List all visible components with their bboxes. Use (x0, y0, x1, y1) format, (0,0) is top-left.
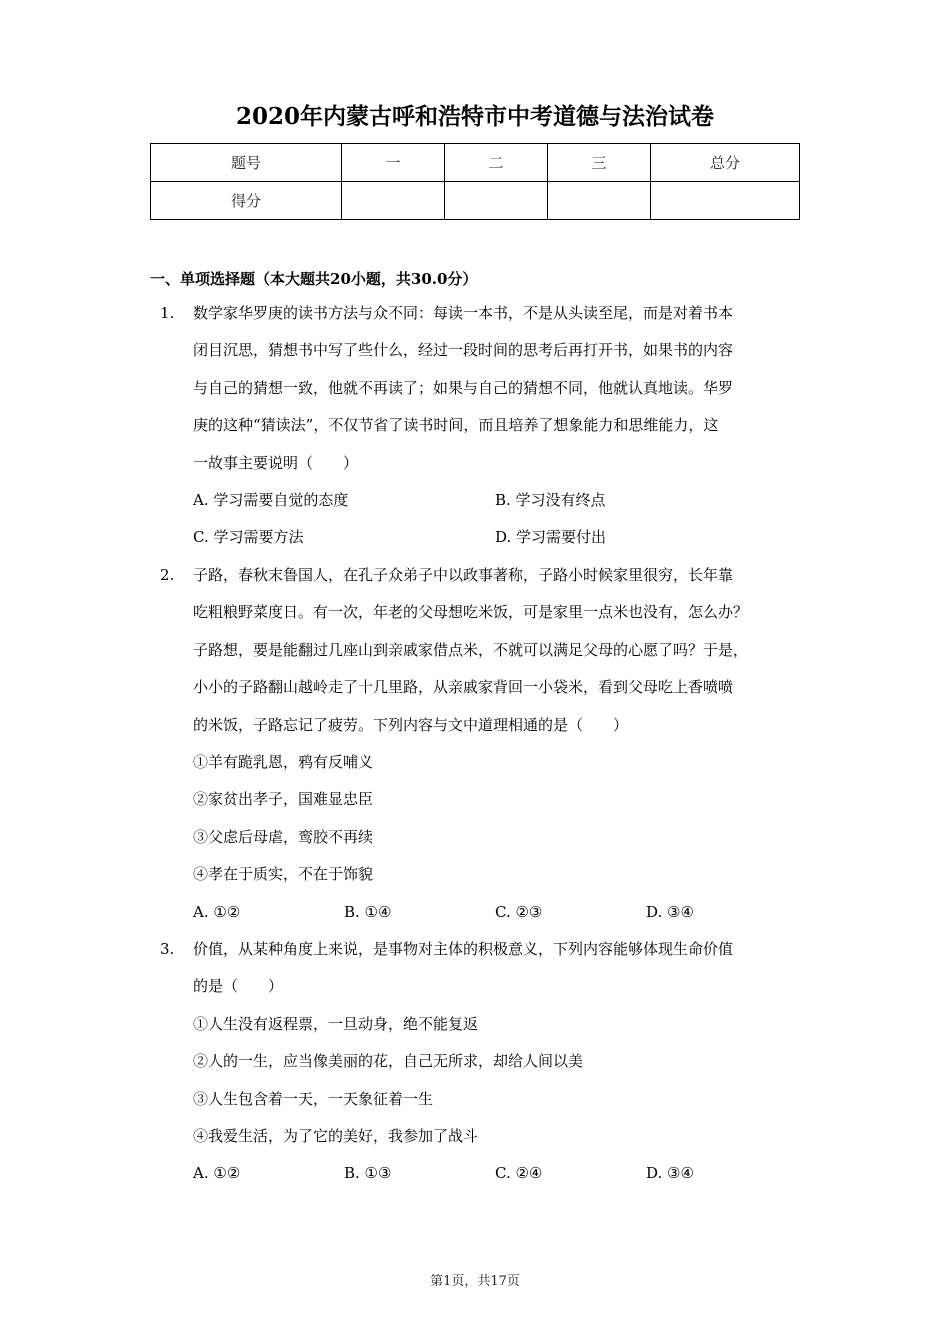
answer-options (193, 482, 800, 557)
statement-item: ①人生没有返程票，一旦动身，绝不能复返 (193, 1014, 479, 1033)
option-a[interactable]: A. 学习需要自觉的态度 (193, 491, 349, 510)
table-cell: 二 (445, 144, 548, 182)
statement-item: ③父虑后母虐，鸾胶不再续 (193, 827, 374, 846)
table-cell (342, 182, 445, 220)
question-number: 1. (160, 304, 175, 322)
table-cell: 得分 (151, 182, 342, 220)
page-footer: 第1页，共17页 (430, 1274, 520, 1289)
stem-line: 闭目沉思，猜想书中写了些什么，经过一段时间的思考后再打开书，如果书的内容 (193, 341, 734, 360)
option-c[interactable]: C. ②③ (495, 902, 543, 921)
answer-options (193, 1155, 800, 1192)
statement-item: ③人生包含着一天，一天象征着一生 (193, 1089, 434, 1108)
question-stem (193, 557, 800, 744)
option-d[interactable]: D. ③④ (646, 902, 694, 921)
option-a[interactable]: A. ①② (193, 902, 241, 921)
statement-item: ②家贫出孝子，国难显忠臣 (193, 790, 374, 809)
question-number: 2. (160, 566, 175, 584)
table-cell: 题号 (151, 144, 342, 182)
page-title: 2020年内蒙古呼和浩特市中考道德与法治试卷 (235, 103, 714, 130)
question-3 (150, 931, 800, 1193)
stem-line: 子路想，要是能翻过几座山到亲戚家借点米，不就可以满足父母的心愿了吗？于是， (193, 640, 749, 659)
stem-line: 数学家华罗庚的读书方法与众不同：每读一本书，不是从头读至尾，而是对着书本 (193, 304, 734, 322)
stem-line: 庚的这种“猜读法”，不仅节省了读书时间，而且培养了想象能力和思维能力，这 (193, 416, 719, 435)
option-d[interactable]: D. 学习需要付出 (495, 528, 607, 547)
table-cell (651, 182, 800, 220)
stem-line: 吃粗粮野菜度日。有一次，年老的父母想吃米饭，可是家里一点米也没有，怎么办？ (193, 603, 749, 622)
score-table-header-row (151, 144, 800, 182)
option-b[interactable]: B. ①④ (344, 902, 392, 921)
score-table (150, 143, 800, 220)
option-d[interactable]: D. ③④ (646, 1164, 694, 1183)
option-a[interactable]: A. ①② (193, 1164, 241, 1183)
table-cell: 一 (342, 144, 445, 182)
statement-item: ④我爱生活，为了它的美好，我参加了战斗 (193, 1127, 479, 1146)
table-cell (548, 182, 651, 220)
stem-line: 价值，从某种角度上来说，是事物对主体的积极意义，下列内容能够体现生命价值 (193, 940, 734, 958)
statement-item: ①羊有跪乳恩，鸦有反哺义 (193, 753, 374, 772)
stem-line: 的米饭，子路忘记了疲劳。下列内容与文中道理相通的是（ ） (193, 715, 629, 734)
question-2 (150, 557, 800, 931)
table-cell: 总分 (651, 144, 800, 182)
question-stem (193, 295, 800, 482)
answer-options (193, 894, 800, 931)
section-heading: 一、单项选择题（本大题共20小题，共30.0分） (150, 270, 478, 288)
statement-item: ④孝在于质实，不在于饰貌 (193, 865, 374, 884)
stem-line: 与自己的猜想一致，他就不再读了；如果与自己的猜想不同，他就认真地读。华罗 (193, 378, 734, 397)
table-cell (445, 182, 548, 220)
option-c[interactable]: C. ②④ (495, 1164, 543, 1183)
score-table-score-row (151, 182, 800, 220)
option-c[interactable]: C. 学习需要方法 (193, 528, 304, 547)
question-stem (193, 931, 800, 1006)
question-number: 3. (160, 940, 175, 958)
question-1 (150, 295, 800, 557)
stem-line: 小小的子路翻山越岭走了十几里路，从亲戚家背回一小袋米，看到父母吃上香喷喷 (193, 678, 734, 697)
option-b[interactable]: B. ①③ (344, 1164, 392, 1183)
statement-item: ②人的一生，应当像美丽的花，自己无所求，却给人间以美 (193, 1052, 584, 1071)
stem-line: 子路，春秋末鲁国人，在孔子众弟子中以政事著称，子路小时候家里很穷，长年靠 (193, 566, 734, 584)
stem-line: 的是（ ） (193, 977, 284, 996)
option-b[interactable]: B. 学习没有终点 (495, 491, 606, 510)
stem-line: 一故事主要说明（ ） (193, 453, 359, 472)
table-cell: 三 (548, 144, 651, 182)
